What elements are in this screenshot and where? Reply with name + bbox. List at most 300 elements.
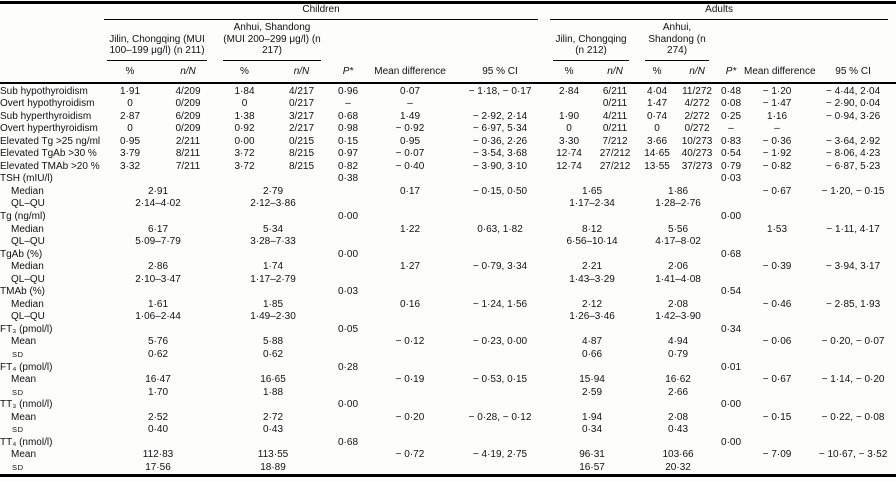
adults-p-value: 0·54 (721, 286, 742, 298)
children-mean-difference (366, 236, 454, 249)
adults-p-value: 0·68 (721, 248, 742, 260)
children-group2-value (216, 437, 330, 450)
adults-group2-value: 1·28–2·76 (655, 198, 701, 210)
children-ci: − 0·36, 2·26 (472, 135, 528, 147)
children-group2-percent: 0·00 (234, 135, 255, 147)
adults-ci (810, 462, 896, 476)
adults-group1-value: 2·12 (582, 298, 603, 310)
children-mean-difference: 0·17 (399, 185, 420, 197)
adults-group2-value: 1·86 (668, 185, 689, 197)
children-ci (454, 399, 546, 412)
row-label: SD (12, 349, 24, 359)
adults-group1-n-of-N: 7/212 (602, 135, 628, 147)
col-header-mean-difference: Mean difference (744, 64, 810, 83)
adults-group1-value: 16·57 (579, 461, 605, 473)
adults-group1-value: 1·65 (582, 185, 603, 197)
adults-ci: − 3·94, 3·17 (825, 261, 881, 273)
table-row (0, 412, 896, 425)
adults-ci (810, 198, 896, 211)
col-header-n-of-N: n/N (160, 64, 216, 83)
col-header-n-of-N: n/N (676, 64, 718, 83)
row-label: Median (11, 261, 44, 273)
children-group1-percent: 2·87 (119, 110, 140, 122)
adults-ci: − 3·64, 2·92 (825, 135, 881, 147)
children-group1-percent: 0 (127, 98, 133, 110)
children-p-value: 0·03 (337, 286, 358, 298)
col-header-percent: % (100, 64, 160, 83)
adults-group2-value (638, 211, 718, 224)
adults-ci (810, 123, 896, 136)
adults-p-value: 0·08 (721, 98, 742, 110)
adults-group1-percent: 2·84 (559, 85, 580, 97)
children-ci (454, 286, 546, 299)
adults-group1-value: 2·21 (582, 261, 603, 273)
adults-p-value: 0·03 (721, 173, 742, 185)
adults-mean-difference (744, 349, 810, 362)
table-row (0, 173, 896, 186)
children-ci (454, 173, 546, 186)
table-row (0, 236, 896, 249)
children-ci: − 1·18, − 0·17 (468, 85, 532, 97)
children-mean-difference (366, 286, 454, 299)
row-label: FT₄ (pmol/l) (0, 361, 53, 373)
table-row (0, 462, 896, 476)
table-row (0, 349, 896, 362)
adults-p-value (718, 424, 744, 437)
table-row (0, 336, 896, 349)
row-label: TgAb (%) (0, 248, 43, 260)
children-group2-n-of-N: 2/217 (288, 123, 315, 135)
children-group1-n-of-N: 7/211 (175, 160, 201, 172)
adults-group1-value: 4·87 (582, 336, 603, 348)
row-label: Median (11, 223, 44, 235)
adults-group2-value: 1·42–3·90 (655, 311, 701, 323)
adults-group2-value (638, 286, 718, 299)
row-label: QL–QU (11, 311, 45, 323)
adults-group2-value: 2·66 (668, 386, 689, 398)
adults-mean-difference (744, 437, 810, 450)
children-p-value (330, 236, 366, 249)
children-group2-n-of-N: 0/215 (288, 135, 315, 147)
row-label: Median (11, 185, 44, 197)
adults-p-value (718, 224, 744, 237)
children-ci (454, 98, 546, 111)
adults-p-value: 0·83 (721, 135, 742, 147)
adults-ci: − 1·20, − 0·15 (821, 185, 885, 197)
adults-ci: − 0·22, − 0·08 (821, 411, 885, 423)
children-ci: − 2·92, 2·14 (472, 110, 528, 122)
children-group2-value: 1·49–2·30 (250, 311, 296, 323)
adults-ci (810, 424, 896, 437)
subgroup-children-anhui-shandong: Anhui, Shandong (MUI 200–299 μg/l) (n 217) (216, 20, 330, 64)
table-row (0, 286, 896, 299)
table-row (0, 324, 896, 337)
adults-mean-difference: − 0·67 (762, 185, 792, 197)
table-row (0, 111, 896, 124)
adults-group2-percent: 14·65 (644, 148, 670, 160)
table-body (0, 83, 896, 476)
adults-mean-difference (744, 236, 810, 249)
adults-p-value (718, 186, 744, 199)
children-group1-value: 112·83 (142, 449, 174, 461)
children-p-value: 0·00 (337, 399, 358, 411)
adults-group2-percent: 1·47 (647, 98, 668, 110)
children-mean-difference: – (407, 98, 413, 110)
adults-ci (810, 362, 896, 375)
children-mean-difference (366, 349, 454, 362)
children-mean-difference (366, 424, 454, 437)
row-label: FT₃ (pmol/l) (0, 323, 53, 335)
children-group1-percent: 3·32 (119, 160, 140, 172)
adults-group1-value: 8·12 (582, 223, 603, 235)
adults-group1-value: 15·94 (579, 374, 605, 386)
adults-group2-percent: 3·66 (647, 135, 668, 147)
children-group2-percent: 3·72 (234, 148, 255, 160)
children-ci (454, 462, 546, 476)
children-p-value (330, 424, 366, 437)
children-mean-difference: − 0·19 (395, 374, 425, 386)
adults-p-value: 0·54 (721, 148, 742, 160)
children-p-value: 0·00 (337, 248, 358, 260)
children-ci: − 0·79, 3·34 (472, 261, 528, 273)
children-p-value (330, 274, 366, 287)
children-p-value (330, 311, 366, 324)
children-group1-n-of-N: 6/209 (175, 110, 201, 122)
adults-group1-n-of-N: 0/211 (602, 98, 628, 110)
children-p-value (330, 299, 366, 312)
children-p-value: 0·68 (337, 436, 358, 448)
adults-p-value (718, 449, 744, 462)
children-group1-value: 17·56 (145, 461, 171, 473)
adults-ci (810, 399, 896, 412)
children-group1-percent: 0 (127, 123, 133, 135)
children-group1-value: 2·52 (147, 411, 168, 423)
children-mean-difference: 0·95 (399, 135, 420, 147)
children-mean-difference (366, 249, 454, 262)
table-row (0, 161, 896, 174)
group-header-adults (546, 3, 896, 21)
adults-group1-value (546, 362, 638, 375)
children-group2-n-of-N: 8/215 (288, 148, 315, 160)
adults-group1-value (546, 286, 638, 299)
adults-group1-percent (546, 98, 592, 111)
row-label: TSH (mIU/l) (0, 173, 53, 185)
children-group2-value: 2·72 (262, 411, 283, 423)
children-ci: 0·63, 1·82 (477, 223, 523, 235)
children-group1-value: 5·09–7·79 (135, 236, 181, 248)
children-group1-n-of-N: 2/211 (175, 135, 201, 147)
children-p-value: 0·97 (337, 148, 358, 160)
children-mean-difference: − 0·12 (395, 336, 425, 348)
col-header-percent: % (638, 64, 676, 83)
adults-ci: − 6·87, 5·23 (825, 160, 881, 172)
children-mean-difference (366, 211, 454, 224)
adults-group2-value: 20·32 (665, 461, 691, 473)
children-group2-value: 1·74 (262, 261, 283, 273)
adults-group1-n-of-N: 27/212 (599, 148, 631, 160)
adults-group2-n-of-N: 4/272 (684, 98, 710, 110)
children-p-value (330, 224, 366, 237)
children-p-value: 0·82 (337, 160, 358, 172)
children-ci: − 0·28, − 0·12 (468, 411, 532, 423)
adults-group1-percent: 1·90 (559, 110, 580, 122)
adults-ci: − 1·14, − 0·20 (821, 374, 885, 386)
adults-p-value (718, 412, 744, 425)
children-group1-value: 1·06–2·44 (135, 311, 181, 323)
adults-group1-percent: 3·30 (559, 135, 580, 147)
children-p-value (330, 198, 366, 211)
adults-mean-difference: − 1·92 (762, 148, 792, 160)
children-ci: − 0·23, 0·00 (472, 336, 528, 348)
children-mean-difference: 1·22 (399, 223, 420, 235)
adults-mean-difference: − 0·39 (762, 261, 792, 273)
table-row (0, 224, 896, 237)
adults-group2-value: 2·08 (668, 298, 689, 310)
adults-mean-difference (744, 399, 810, 412)
adults-group2-n-of-N: 10/273 (681, 135, 713, 147)
children-ci (454, 362, 546, 375)
adults-p-value (718, 299, 744, 312)
adults-group1-value (546, 399, 638, 412)
adults-mean-difference (744, 173, 810, 186)
adults-p-value (718, 311, 744, 324)
table-row (0, 261, 896, 274)
children-p-value (330, 387, 366, 400)
children-p-value: – (345, 98, 351, 110)
children-group1-value (100, 362, 216, 375)
adults-p-value: 0·00 (721, 210, 742, 222)
children-group2-value (216, 399, 330, 412)
children-ci: − 6·97, 5·34 (472, 123, 528, 135)
children-group2-value (216, 211, 330, 224)
adults-mean-difference (744, 424, 810, 437)
children-group2-percent: 1·38 (234, 110, 255, 122)
adults-group2-percent: 4·04 (647, 85, 668, 97)
adults-ci (810, 274, 896, 287)
adults-group1-percent: 12·74 (556, 148, 582, 160)
adults-group2-n-of-N: 2/272 (684, 110, 710, 122)
children-group2-value: 2·79 (262, 185, 283, 197)
adults-group2-percent: 0·74 (647, 110, 668, 122)
children-group1-n-of-N: 0/209 (175, 98, 201, 110)
group-label: Children (104, 4, 538, 20)
adults-mean-difference (744, 462, 810, 476)
row-label: TT₄ (nmol/l) (0, 436, 53, 448)
children-ci (454, 324, 546, 337)
children-p-value: 0·98 (337, 123, 358, 135)
adults-mean-difference (744, 198, 810, 211)
table-row (0, 98, 896, 111)
children-mean-difference: 1·27 (399, 261, 420, 273)
children-group2-value: 1·88 (262, 386, 283, 398)
children-group2-n-of-N: 3/217 (288, 110, 315, 122)
children-mean-difference (366, 462, 454, 476)
children-group2-value: 0·62 (262, 348, 283, 360)
children-mean-difference: − 0·40 (395, 160, 425, 172)
adults-ci (810, 311, 896, 324)
col-header-percent: % (546, 64, 592, 83)
children-group2-percent: 0 (241, 98, 248, 110)
col-header-n-of-N: n/N (592, 64, 638, 83)
children-ci: − 4·19, 2·75 (472, 449, 528, 461)
adults-ci (810, 236, 896, 249)
adults-p-value: 0·34 (721, 323, 742, 335)
adults-group1-value: 1·26–3·46 (569, 311, 615, 323)
adults-mean-difference (744, 286, 810, 299)
adults-group2-value: 16·62 (665, 374, 691, 386)
adults-mean-difference (744, 387, 810, 400)
table-row (0, 136, 896, 149)
adults-mean-difference: 1·53 (767, 223, 788, 235)
children-group2-value (216, 173, 330, 186)
adults-mean-difference (744, 324, 810, 337)
adults-group2-value: 0·79 (668, 348, 689, 360)
adults-p-value (718, 374, 744, 387)
adults-p-value: 0·25 (721, 110, 742, 122)
adults-mean-difference: – (774, 123, 780, 135)
children-p-value: 0·05 (337, 323, 358, 335)
adults-p-value (718, 336, 744, 349)
adults-mean-difference (744, 311, 810, 324)
adults-group1-value: 0·66 (582, 348, 603, 360)
adults-mean-difference: − 0·06 (762, 336, 792, 348)
children-group1-value: 2·10–3·47 (135, 273, 181, 285)
children-p-value (330, 374, 366, 387)
row-label: Tg (ng/ml) (0, 210, 46, 222)
adults-group1-n-of-N: 0/211 (602, 123, 628, 135)
children-mean-difference (366, 274, 454, 287)
adults-group2-value (638, 249, 718, 262)
adults-p-value (718, 236, 744, 249)
adults-ci: − 0·20, − 0·07 (821, 336, 885, 348)
row-label: Elevated Tg >25 ng/ml (0, 135, 101, 147)
children-group2-n-of-N: 0/217 (288, 98, 315, 110)
children-group1-percent: 1·91 (119, 85, 140, 97)
group-header-children (100, 3, 546, 21)
adults-group1-n-of-N: 6/211 (602, 85, 628, 97)
subgroup-adults-anhui-shandong: Anhui, Shandong (n 274) (638, 20, 718, 64)
children-mean-difference (366, 324, 454, 337)
col-header-percent: % (216, 64, 273, 83)
children-group1-value (100, 249, 216, 262)
row-label-column-header (0, 3, 100, 21)
row-label: Mean (11, 374, 37, 386)
adults-group2-n-of-N: 40/273 (681, 148, 713, 160)
col-header-ci: 95 % CI (810, 64, 896, 83)
col-header-n-of-N: n/N (273, 64, 330, 83)
children-group2-value (216, 286, 330, 299)
adults-p-value (718, 274, 744, 287)
table-row (0, 311, 896, 324)
adults-group2-value: 4·17–8·02 (655, 236, 701, 248)
children-group1-value (100, 324, 216, 337)
children-mean-difference: − 0·20 (395, 411, 425, 423)
adults-group2-value: 1·41–4·08 (655, 273, 701, 285)
adults-p-value: 0·01 (721, 361, 742, 373)
adults-group2-value (638, 399, 718, 412)
children-mean-difference: 0·07 (399, 85, 420, 97)
adults-group2-n-of-N: 37/273 (681, 160, 713, 172)
adults-p-value: – (728, 123, 734, 135)
adults-group2-n-of-N: 0/272 (684, 123, 710, 135)
children-p-value (330, 462, 366, 476)
adults-group2-value (638, 362, 718, 375)
adults-mean-difference: − 1·20 (762, 85, 792, 97)
adults-ci (810, 173, 896, 186)
children-group1-value: 2·86 (147, 261, 168, 273)
children-ci (454, 437, 546, 450)
children-ci (454, 311, 546, 324)
children-group2-percent: 1·84 (234, 85, 255, 97)
children-mean-difference (366, 173, 454, 186)
children-group1-value: 1·61 (147, 298, 168, 310)
row-label: Median (11, 298, 44, 310)
adults-p-value: 0·00 (721, 399, 742, 411)
adults-ci: − 0·94, 3·26 (825, 110, 881, 122)
column-header-row (0, 64, 896, 83)
adults-group1-value (546, 249, 638, 262)
adults-group1-value: 96·31 (579, 449, 605, 461)
adults-group2-value (638, 437, 718, 450)
children-group1-n-of-N: 0/209 (175, 123, 201, 135)
children-group1-value: 0·62 (147, 348, 168, 360)
children-mean-difference (366, 437, 454, 450)
table-row (0, 186, 896, 199)
adults-ci (810, 437, 896, 450)
adults-group2-value (638, 324, 718, 337)
adults-mean-difference (744, 211, 810, 224)
children-mean-difference (366, 311, 454, 324)
row-label: Sub hyperthyroidism (0, 110, 92, 122)
children-group2-n-of-N: 8/215 (288, 160, 315, 172)
children-group2-value: 5·34 (262, 223, 283, 235)
children-p-value: 0·28 (337, 361, 358, 373)
table-row (0, 399, 896, 412)
adults-group1-value: 1·17–2·34 (569, 198, 615, 210)
children-group2-value: 5·88 (262, 336, 283, 348)
adults-group2-value: 0·43 (668, 424, 689, 436)
children-group2-value: 2·12–3·86 (250, 198, 296, 210)
row-label: QL–QU (11, 236, 45, 248)
adults-group2-value: 2·06 (668, 261, 689, 273)
children-group1-value: 16·47 (145, 374, 171, 386)
adults-group1-percent: 12·74 (556, 160, 582, 172)
table-row (0, 437, 896, 450)
adults-ci (810, 211, 896, 224)
row-label: QL–QU (11, 273, 45, 285)
children-mean-difference (366, 362, 454, 375)
adults-ci (810, 387, 896, 400)
row-label: Mean (11, 336, 37, 348)
children-group1-n-of-N: 8/211 (175, 148, 201, 160)
adults-group2-percent: 13·55 (644, 160, 670, 172)
adults-group2-n-of-N: 11/272 (682, 85, 712, 97)
row-label: Overt hypothyroidism (0, 98, 95, 110)
row-label: TMAb (%) (0, 286, 45, 298)
children-ci (454, 349, 546, 362)
children-group1-value (100, 399, 216, 412)
adults-p-value: 0·79 (721, 160, 742, 172)
subgroup-children-jilin-chongqing: Jilin, Chongqing (MUI 100–199 μg/l) (n 211) (100, 20, 216, 64)
adults-mean-difference: − 0·82 (762, 160, 792, 172)
children-group1-value (100, 211, 216, 224)
children-mean-difference: 1·49 (399, 110, 420, 122)
adults-group1-n-of-N: 4/211 (602, 110, 628, 122)
thyroid-function-table (0, 1, 896, 477)
children-group1-percent: 0·95 (119, 135, 140, 147)
adults-mean-difference: − 0·67 (762, 374, 792, 386)
children-group2-percent: 3·72 (234, 160, 255, 172)
